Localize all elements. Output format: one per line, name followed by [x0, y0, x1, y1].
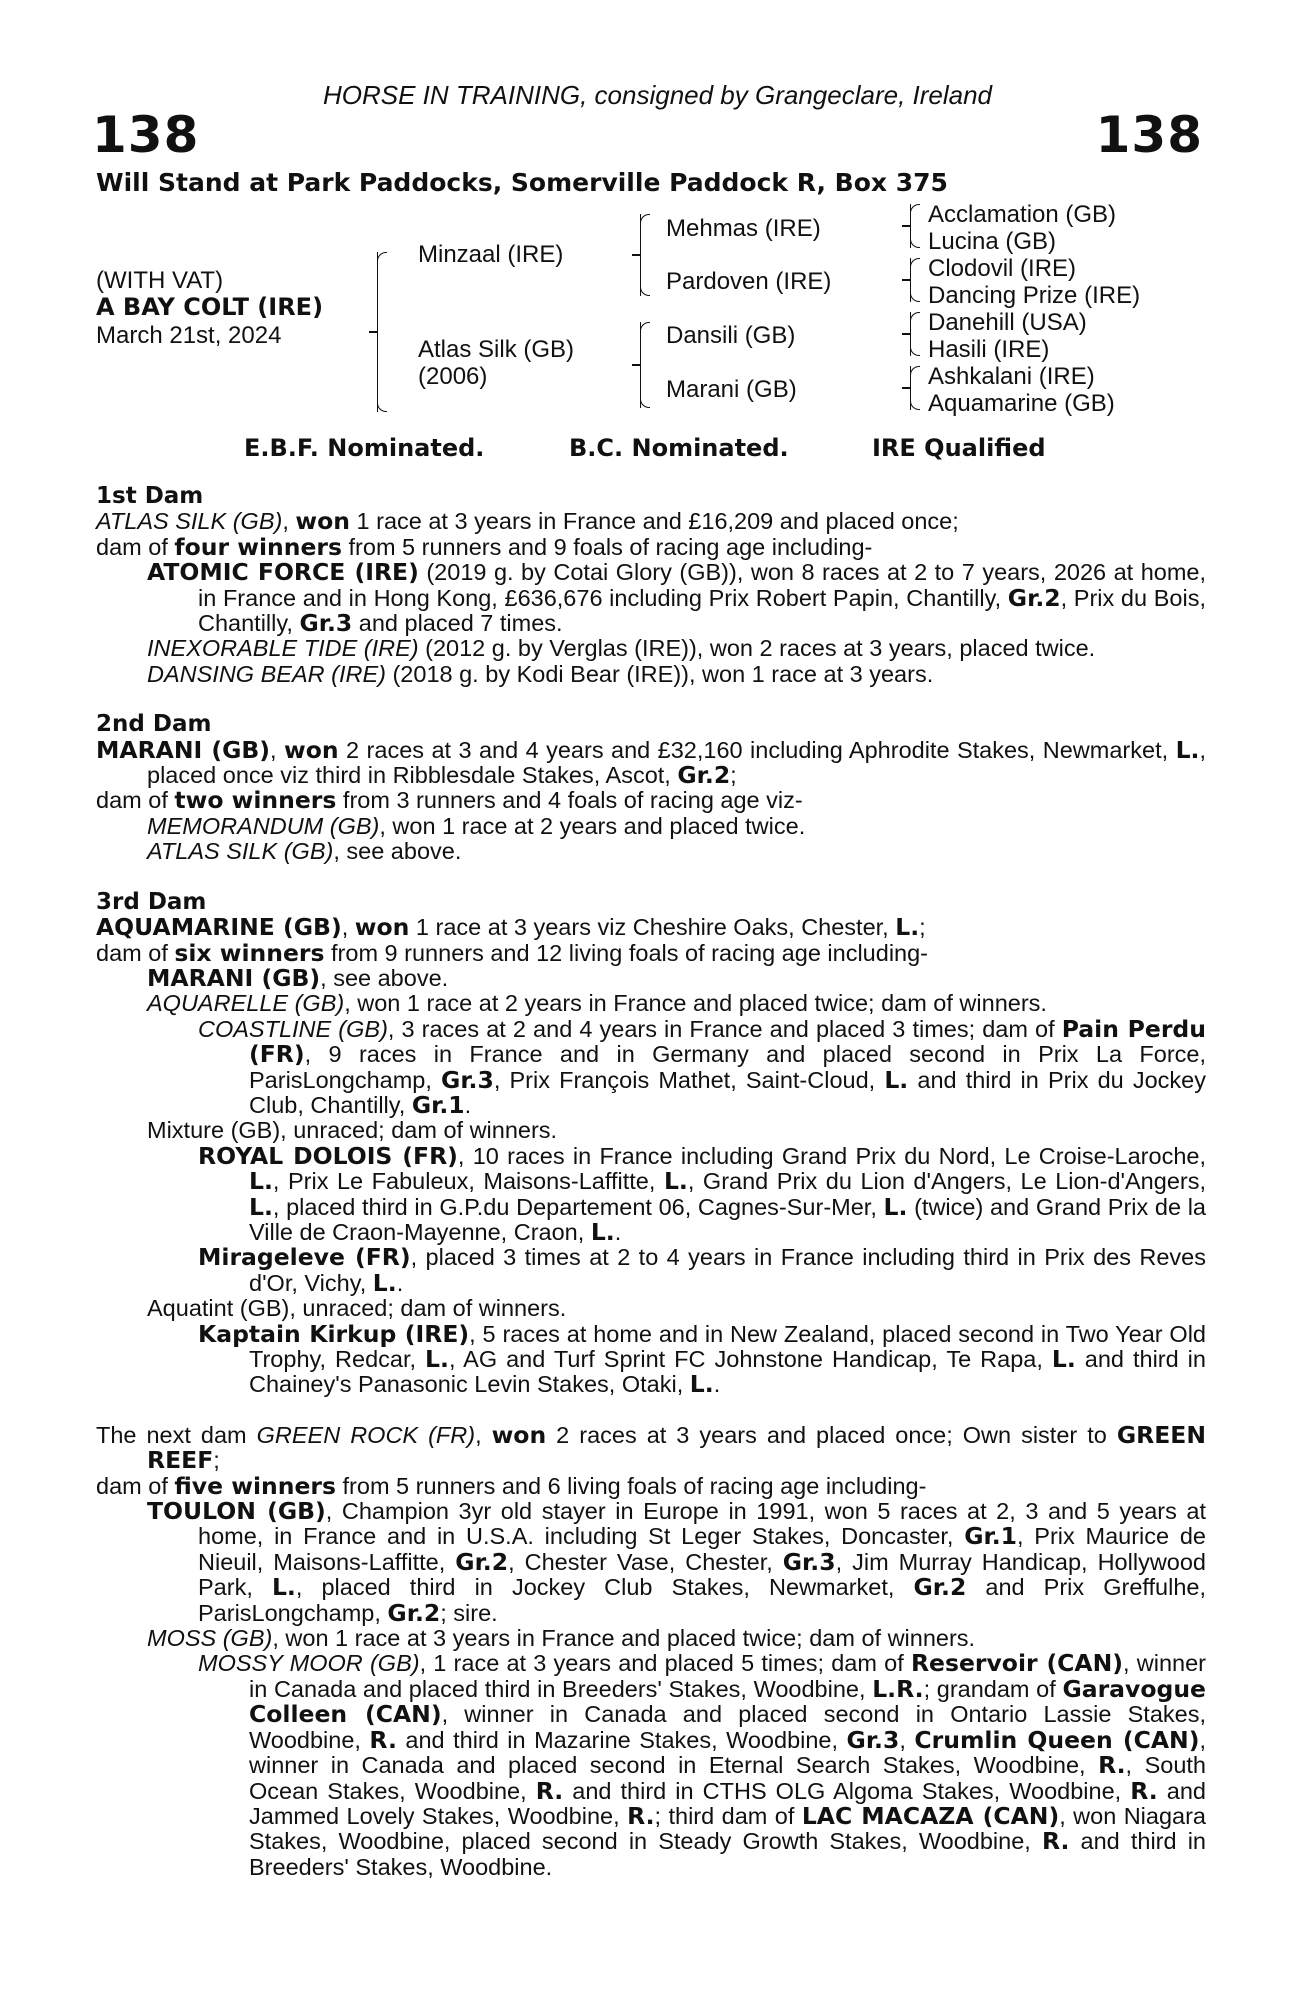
text: , South Ocean Stakes, Woodbine, [249, 1752, 1206, 1804]
great-granddam-3: Hasili (IRE) [928, 336, 1050, 363]
sire-name: Minzaal (IRE) [418, 241, 564, 268]
dam-record: MARANI (GB), won 2 races at 3 and 4 years and £32,160 including Aphrodite Stakes, Newmarket, L., placed once viz third in Ribblesdale Stakes, Ascot, Gr.2; [96, 735, 1206, 790]
dam-record: ATLAS SILK (GB), won 1 race at 3 years in France and £16,209 and placed once; [96, 507, 959, 536]
text: , placed once viz third in Ribblesdale Stakes, Ascot, [147, 736, 1206, 789]
text: ; sire. [440, 1599, 498, 1626]
grade-label: R. [535, 1776, 564, 1805]
grade-label: Gr.2 [387, 1598, 441, 1627]
text: . [464, 1091, 472, 1118]
text: ; [919, 914, 926, 941]
dam-name: Atlas Silk (GB) [418, 336, 575, 363]
horse-name: Reservoir (CAN) [910, 1649, 1124, 1678]
horse-name: MOSSY MOOR (GB) [198, 1650, 420, 1677]
text: , Prix du Bois, Chantilly, [198, 584, 1206, 637]
bc-nomination: B.C. Nominated. [569, 434, 789, 462]
horse-name: AQUARELLE (GB) [147, 990, 345, 1017]
text: ; grandam of [923, 1675, 1063, 1702]
winners-count: two winners [174, 786, 337, 815]
text: and third in Prix du Jockey Club, Chantilly, [249, 1066, 1207, 1118]
text: ; [213, 1447, 220, 1474]
grade-label: R. [627, 1801, 655, 1830]
vat-note: (WITH VAT) [96, 267, 224, 294]
dam-sire: Dansili (GB) [666, 322, 796, 349]
horse-name: Crumlin Queen (CAN) [914, 1725, 1200, 1754]
progeny-entry [96, 839, 1206, 864]
produce-summary [96, 938, 1206, 967]
progeny-entry [96, 1014, 1207, 1119]
won-label: won [354, 913, 410, 942]
text: from 5 runners and 6 living foals of racing age including- [335, 1472, 927, 1499]
text: , [899, 1726, 915, 1753]
text: , placed third in Jockey Club Stakes, Newmarket, [295, 1574, 914, 1601]
horse-name: ATOMIC FORCE (IRE) [147, 558, 419, 587]
progeny-entry [96, 1499, 1206, 1626]
horse-name: TOULON (GB) [147, 1497, 326, 1526]
text: , winner in Canada and placed second in Eternal Search Stakes, Woodbine, [249, 1726, 1206, 1779]
text: , see above. [333, 838, 462, 865]
ebf-nomination: E.B.F. Nominated. [244, 434, 485, 462]
section-heading: 3rd Dam [96, 888, 207, 915]
grade-label: R. [1130, 1776, 1158, 1805]
lot-number-left: 138 [92, 106, 200, 164]
grade-label: L. [249, 1192, 273, 1221]
horse-name: MEMORANDUM (GB) [147, 812, 380, 839]
grade-label: L. [895, 913, 920, 942]
grade-label: Gr.2 [913, 1573, 967, 1602]
progeny-entry [96, 662, 1206, 687]
text: 2 races at 3 years and placed once; Own sister to [546, 1421, 1117, 1448]
dam-dam: Marani (GB) [666, 376, 797, 403]
text: and Prix Greffulhe, ParisLongchamp, [198, 1574, 1206, 1626]
grade-label: L. [689, 1370, 714, 1399]
text: , 9 races in France and in Germany and placed second in Prix La Force, ParisLongchamp, [249, 1041, 1206, 1093]
grade-label: Gr.2 [455, 1547, 509, 1576]
great-granddam-1: Lucina (GB) [928, 228, 1057, 255]
progeny-entry [96, 636, 1206, 661]
brace-pardoven [910, 258, 911, 302]
text: . [396, 1269, 404, 1296]
next-dam-section [96, 1420, 1207, 1880]
horse-name: MOSS (GB) [147, 1625, 273, 1652]
grade-label: Gr.3 [299, 609, 353, 638]
text: and third in Mazarine Stakes, Woodbine, [396, 1726, 847, 1753]
grade-label: L. [663, 1167, 688, 1196]
horse-name: Mirageleve (FR) [198, 1243, 411, 1272]
great-granddam-4: Aquamarine (GB) [928, 390, 1115, 417]
horse-name: Pain Perdu (FR) [249, 1014, 1206, 1069]
grade-label: R. [1041, 1827, 1070, 1856]
grade-label: L. [271, 1573, 296, 1602]
grade-label: R. [1098, 1751, 1126, 1780]
pedigree-notes [96, 484, 1206, 1880]
dam-parents-brace [640, 322, 641, 408]
progeny-entry [96, 991, 1206, 1016]
text: , Grand Prix du Lion d'Angers, Le Lion-d'Angers, [687, 1168, 1206, 1195]
great-grandsire-4: Ashkalani (IRE) [928, 363, 1095, 390]
progeny-entry: Aquatint (GB), unraced; dam of winners. [147, 1295, 567, 1322]
horse-name: GREEN REEF [147, 1420, 1206, 1475]
winners-count: six winners [174, 938, 325, 967]
grade-label: L. [883, 1192, 908, 1221]
dam-foaled-year: (2006) [418, 363, 488, 390]
grade-label: L. [249, 1167, 273, 1196]
grade-label: Gr.1 [411, 1090, 465, 1119]
text: , see above. [320, 964, 449, 991]
second-dam-section [96, 712, 1206, 864]
section-heading: 1st Dam [96, 483, 204, 509]
progeny-entry [96, 963, 1206, 992]
horse-name: LAC MACAZA (CAN) [801, 1801, 1060, 1830]
progeny-entry [96, 1651, 1206, 1880]
horse-name: ATLAS SILK (GB) [147, 838, 334, 865]
text: dam of [96, 1472, 175, 1499]
text: , placed 3 times at 2 to 4 years in France including third in Prix des Reves d'Or, Vichy, [249, 1244, 1206, 1296]
horse-name: MARANI (GB) [96, 735, 271, 764]
progeny-entry [96, 814, 1206, 839]
text: and placed 7 times. [352, 610, 563, 637]
sire-dam: Pardoven (IRE) [666, 268, 832, 295]
winners-count: four winners [174, 532, 342, 561]
progeny-entry [96, 1141, 1207, 1246]
horse-name: ROYAL DOLOIS (FR) [198, 1141, 458, 1170]
grade-label: Gr.2 [677, 761, 731, 790]
grade-label: L. [1051, 1345, 1076, 1373]
grade-label: Gr.3 [441, 1065, 494, 1094]
text: (2018 g. by Kodi Bear (IRE)), won 1 race at 3 years. [385, 660, 934, 687]
grade-label: Gr.1 [964, 1522, 1018, 1551]
text: (2019 g. by Cotai Glory (GB)), won 8 races at 2 to 7 years, 2026 at home, in France and in Hong Kong, £636,676 including Prix Robert Papin, Chantilly, [198, 559, 1207, 611]
horse-name: GREEN ROCK (FR) [256, 1421, 476, 1448]
great-grandsire-3: Danehill (USA) [928, 309, 1087, 336]
text: . [614, 1218, 622, 1245]
lot-number-right: 138 [1095, 106, 1203, 164]
third-dam-section [96, 890, 1206, 1398]
text: , Prix Maurice de Nieuil, Maisons-Laffitte, [198, 1523, 1206, 1575]
great-granddam-2: Dancing Prize (IRE) [928, 282, 1141, 309]
grade-label: L.R. [872, 1674, 924, 1703]
produce-summary [96, 1471, 1206, 1500]
race-record: 1 race at 3 years in France and £16,209 and placed once; [349, 508, 959, 535]
grade-label: L. [1175, 735, 1200, 764]
dam-record: AQUAMARINE (GB), won 1 race at 3 years viz Cheshire Oaks, Chester, L.; [96, 913, 926, 942]
text: , won 1 race at 2 years in France and placed twice; dam of winners. [344, 990, 1047, 1017]
horse-name: INEXORABLE TIDE (IRE) [147, 635, 419, 662]
sire-parents-brace [640, 214, 641, 296]
text: , [475, 1421, 492, 1448]
text: , won 1 race at 3 years in France and placed twice; dam of winners. [272, 1625, 976, 1652]
progeny-entry [96, 1245, 1206, 1296]
text: , won Niagara Stakes, Woodbine, placed second in Steady Growth Stakes, Woodbine, [249, 1802, 1206, 1855]
text: (2012 g. by Verglas (IRE)), won 2 races at 3 years, placed twice. [418, 635, 1096, 662]
text: , Prix François Mathet, Saint-Cloud, [493, 1066, 885, 1093]
text: , winner in Canada and placed second in Ontario Lassie Stakes, Woodbine, [249, 1701, 1206, 1753]
brace-mehmas [910, 204, 911, 248]
horse-name: A BAY COLT (IRE) [96, 293, 324, 321]
winners-count: five winners [174, 1471, 336, 1500]
stand-location: Will Stand at Park Paddocks, Somerville Paddock R, Box 375 [96, 168, 948, 197]
section-heading: 2nd Dam [96, 711, 212, 738]
text: , Champion 3yr old stayer in Europe in 1991, won 5 races at 2, 3 and 5 years at home, in France and in U.S.A. including St Leger Stakes, Doncaster, [198, 1498, 1207, 1550]
text: 1 race at 3 years viz Cheshire Oaks, Chester, [409, 914, 896, 941]
produce-summary [96, 788, 1206, 813]
horse-name: COASTLINE (GB) [198, 1015, 388, 1042]
brace-marani [910, 366, 911, 410]
horse-name: AQUAMARINE (GB) [96, 913, 342, 942]
horse-name: Garavogue Colleen (CAN) [249, 1674, 1206, 1729]
consignor-heading: HORSE IN TRAINING, consigned by Grangeclare, Ireland [322, 80, 993, 110]
progeny-entry [96, 1626, 1206, 1651]
text: , Prix Le Fabuleux, Maisons-Laffitte, [272, 1168, 664, 1195]
ire-qualified: IRE Qualified [872, 434, 1046, 462]
won-label: won [491, 1420, 547, 1449]
won-label: won [295, 507, 350, 536]
text: , AG and Turf Sprint FC Johnstone Handicap, Te Rapa, [448, 1346, 1052, 1372]
horse-name: Kaptain Kirkup (IRE) [198, 1319, 470, 1348]
text: ; third dam of [654, 1802, 802, 1829]
text: and Jammed Lovely Stakes, Woodbine, [249, 1777, 1206, 1829]
text: , Chester Vase, Chester, [508, 1548, 783, 1575]
great-grandsire-2: Clodovil (IRE) [928, 255, 1077, 282]
text: (twice) and Grand Prix de la Ville de Craon-Mayenne, Craon, [249, 1193, 1207, 1245]
text: , 10 races in France including Grand Prix du Nord, Le Croise-Laroche, [457, 1142, 1206, 1169]
dam-record [96, 1420, 1206, 1475]
progeny-entry: Mixture (GB), unraced; dam of winners. [147, 1117, 558, 1144]
grade-label: Gr.3 [782, 1547, 836, 1576]
text: and third in CTHS OLG Algoma Stakes, Woodbine, [563, 1777, 1131, 1804]
text: , 3 races at 2 and 4 years in France and placed 3 times; dam of [387, 1015, 1062, 1042]
grade-label: L. [590, 1217, 615, 1246]
text: , Jim Murray Handicap, Hollywood Park, [198, 1548, 1206, 1601]
horse-name: DANSING BEAR (IRE) [147, 660, 386, 687]
sire-sire: Mehmas (IRE) [666, 215, 821, 242]
text: . [713, 1371, 721, 1398]
text: from 5 runners and 9 foals of racing age including- [342, 533, 873, 560]
grade-label: L. [372, 1268, 397, 1297]
text: , 5 races at home and in New Zealand, placed second in Two Year Old Trophy, Redcar, [249, 1320, 1206, 1372]
first-dam-section [96, 484, 1206, 687]
brace-dansili [910, 312, 911, 356]
text: ; [730, 762, 737, 789]
progeny-entry [96, 560, 1206, 636]
text: , winner in Canada and placed third in Breeders' Stakes, Woodbine, [249, 1650, 1206, 1702]
text: from 9 runners and 12 living foals of racing age including- [324, 939, 929, 966]
text: dam of [96, 787, 175, 814]
produce-summary [96, 532, 1206, 561]
grade-label: Gr.2 [1007, 583, 1061, 612]
text: The next dam [96, 1421, 257, 1448]
text: 2 races at 3 and 4 years and £32,160 including Aphrodite Stakes, Newmarket, [338, 736, 1176, 763]
horse-name: MARANI (GB) [147, 963, 321, 992]
progeny-entry [96, 1319, 1206, 1399]
text: and third in Chainey's Panasonic Levin Stakes, Otaki, [249, 1346, 1206, 1398]
grade-label: Gr.3 [846, 1725, 900, 1754]
text: , 1 race at 3 years and placed 5 times; dam of [419, 1650, 911, 1677]
text: from 3 runners and 4 foals of racing age viz- [336, 787, 803, 814]
horse-name: ATLAS SILK (GB) [96, 508, 283, 535]
text: and third in Breeders' Stakes, Woodbine. [249, 1828, 1206, 1880]
text: dam of [96, 533, 175, 560]
text: , won 1 race at 2 years and placed twice. [379, 812, 806, 839]
foaling-date: March 21st, 2024 [96, 322, 282, 349]
grade-label: L. [884, 1065, 909, 1094]
text: dam of [96, 939, 175, 966]
sire-dam-brace [377, 252, 378, 412]
great-grandsire-1: Acclamation (GB) [928, 201, 1117, 228]
won-label: won [284, 735, 339, 764]
grade-label: R. [369, 1725, 397, 1754]
grade-label: L. [425, 1345, 449, 1373]
text: , placed third in G.P.du Departement 06, Cagnes-Sur-Mer, [272, 1193, 884, 1220]
